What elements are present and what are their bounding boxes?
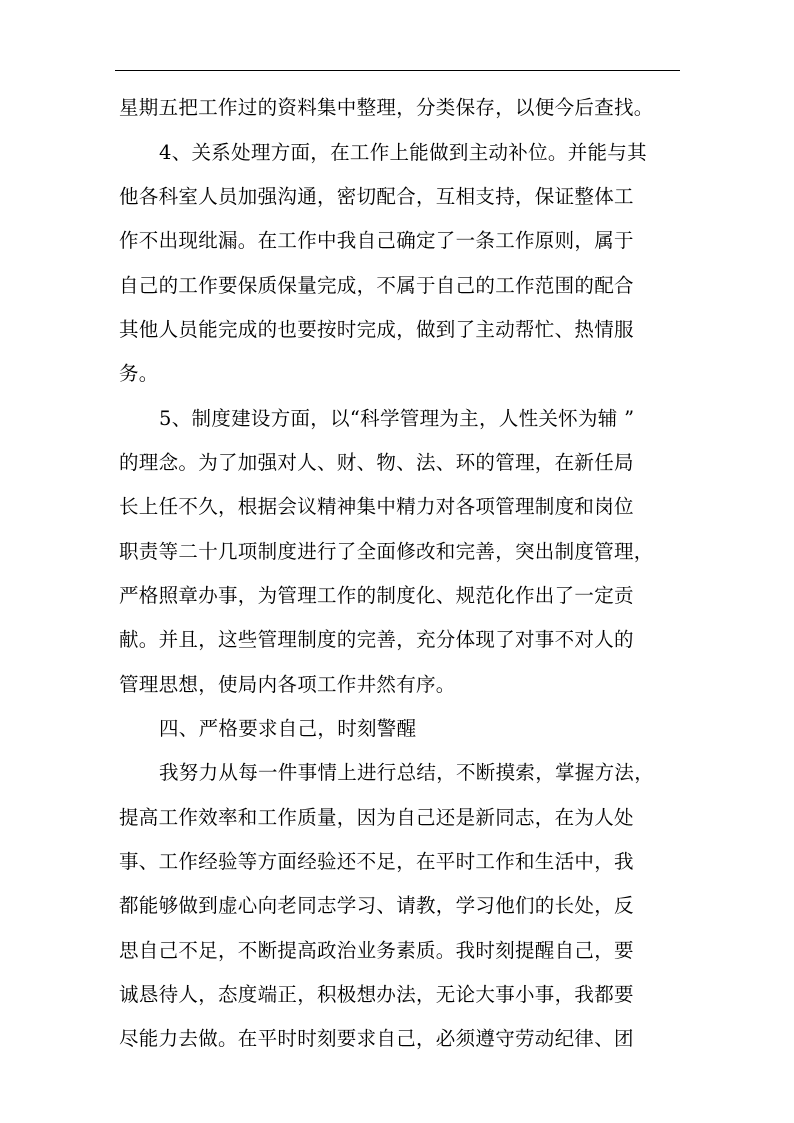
text-line: 事、工作经验等方面经验还不足，在平时工作和生活中，我 <box>119 850 634 873</box>
text-line: 他各科室人员加强沟通，密切配合，互相支持，保证整体工 <box>119 185 634 208</box>
text-line: 思自己不足，不断提高政治业务素质。我时刻提醒自己，要 <box>119 939 634 962</box>
text-line: 自己的工作要保质保量完成，不属于自己的工作范围的配合 <box>119 274 634 297</box>
text-line: 长上任不久，根据会议精神集中精力对各项管理制度和岗位 <box>119 495 634 518</box>
text-line: 务。 <box>119 362 159 385</box>
text-line: 其他人员能完成的也要按时完成，做到了主动帮忙、热情服 <box>119 318 634 341</box>
text-line: 作不出现纰漏。在工作中我自己确定了一条工作原则，属于 <box>119 229 634 252</box>
text-line: 的理念。为了加强对人、财、物、法、环的管理，在新任局 <box>119 451 634 474</box>
header-rule <box>115 70 680 71</box>
text-line: 严格照章办事，为管理工作的制度化、规范化作出了一定贡 <box>119 584 634 607</box>
text-line: 5、制度建设方面，以“科学管理为主，人性关怀为辅 ” <box>159 407 635 430</box>
text-line: 尽能力去做。在平时时刻要求自己，必须遵守劳动纪律、团 <box>119 1027 634 1050</box>
text-line: 4、关系处理方面，在工作上能做到主动补位。并能与其 <box>159 141 647 164</box>
text-line: 管理思想，使局内各项工作井然有序。 <box>119 673 456 696</box>
text-line: 献。并且，这些管理制度的完善，充分体现了对事不对人的 <box>119 628 634 651</box>
section-heading: 四、严格要求自己，时刻警醒 <box>159 717 417 740</box>
text-line: 我努力从每一件事情上进行总结，不断摸索，掌握方法， <box>159 761 655 784</box>
text-line: 职责等二十几项制度进行了全面修改和完善，突出制度管理， <box>119 540 654 563</box>
text-line: 星期五把工作过的资料集中整理，分类保存，以便今后查找。 <box>119 96 654 119</box>
text-line: 都能够做到虚心向老同志学习、请教，学习他们的长处，反 <box>119 894 634 917</box>
text-line: 提高工作效率和工作质量，因为自己还是新同志，在为人处 <box>119 806 634 829</box>
text-line: 诚恳待人，态度端正，积极想办法，无论大事小事，我都要 <box>119 983 634 1006</box>
